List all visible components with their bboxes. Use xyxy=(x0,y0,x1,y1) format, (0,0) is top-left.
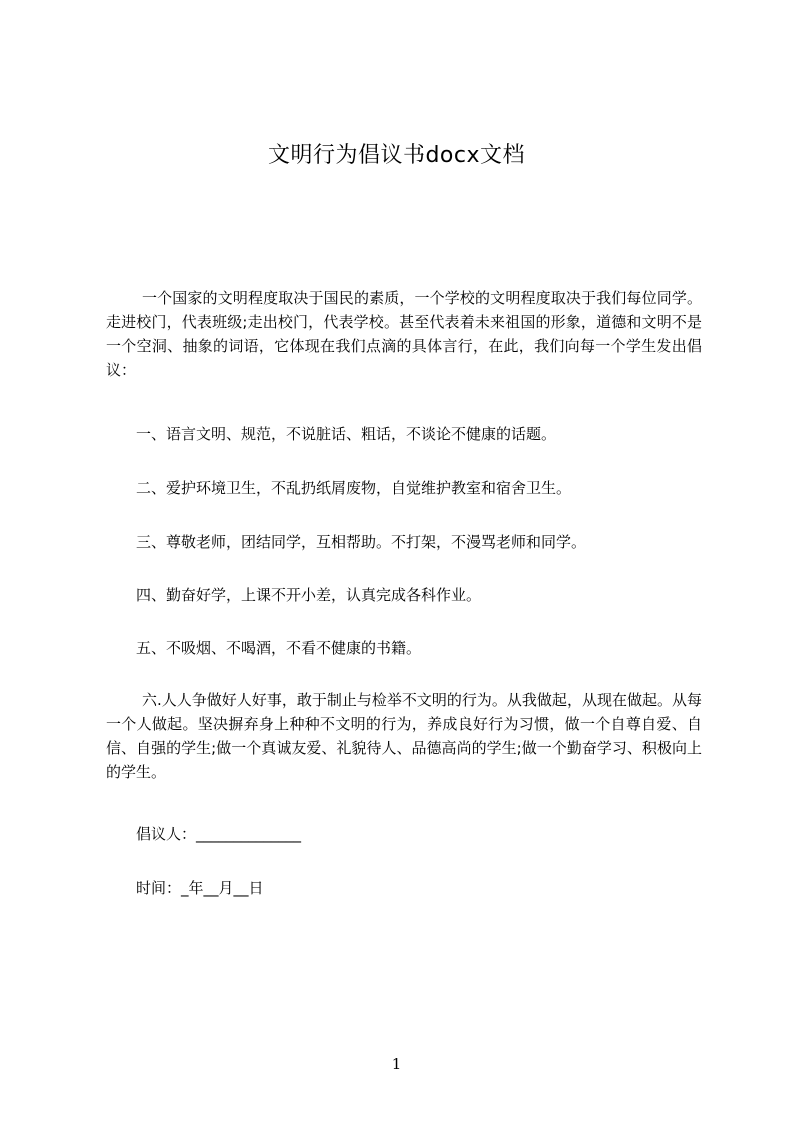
signer-line: 倡议人：______________ xyxy=(136,825,302,843)
proposal-item-1: 一、语言文明、规范，不说脏话、粗话，不谈论不健康的话题。 xyxy=(136,425,557,443)
proposal-item-4: 四、勤奋好学，上课不开小差，认真完成各科作业。 xyxy=(136,586,482,604)
proposal-item-2: 二、爱护环境卫生，不乱扔纸屑废物，自觉维护教室和宿舍卫生。 xyxy=(136,479,572,497)
proposal-item-3: 三、尊敬老师，团结同学，互相帮助。不打架，不漫骂老师和同学。 xyxy=(136,533,587,551)
document-title: 文明行为倡议书docx文档 xyxy=(267,143,526,168)
page-number: 1 xyxy=(391,1055,402,1073)
proposal-item-6: 六.人人争做好人好事，敢于制止与检举不文明的行为。从我做起，从现在做起。从每一个人做起。坚决摒弃身上种种不文明的行为，养成良好行为习惯，做一个自尊自爱、自信、自强的学生;做一个真诚友爱、礼貌待人、品德高尚的学生;做一个勤奋学习、积极向上的学生。 xyxy=(106,691,702,781)
intro-paragraph: 一个国家的文明程度取决于国民的素质，一个学校的文明程度取决于我们每位同学。走进校门，代表班级;走出校门，代表学校。甚至代表着未来祖国的形象，道德和文明不是一个空洞、抽象的词语，它体现在我们点滴的具体言行，在此，我们向每一个学生发出倡议： xyxy=(106,289,702,379)
proposal-item-5: 五、不吸烟、不喝酒，不看不健康的书籍。 xyxy=(136,639,422,657)
date-line: 时间：_年__月__日 xyxy=(136,879,264,897)
